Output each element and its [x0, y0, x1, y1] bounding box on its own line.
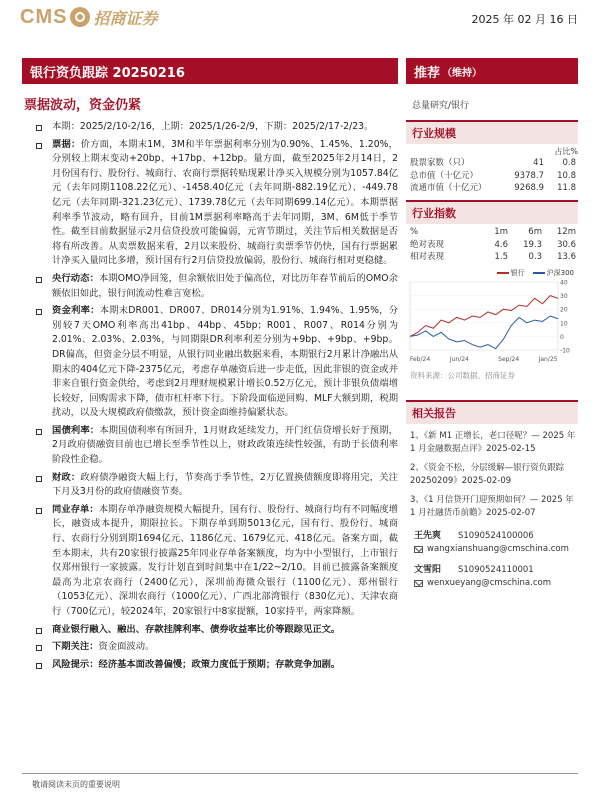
company-logo: [20, 2, 157, 32]
summary-bullets: [24, 120, 398, 675]
bullet-lead: 国债利率：: [52, 424, 100, 436]
report-type: 总量研究/银行: [412, 101, 470, 111]
scale-row: [406, 182, 578, 195]
related-report-link[interactable]: 1、《新 M1 正增长，老口径呢？— 2025 年 1 月金融数据点评》2025-02-15: [410, 431, 576, 454]
index-col-0: %: [410, 227, 419, 237]
footer-note: 敬请阅读末页的重要说明: [32, 780, 120, 789]
chart-series-line: [410, 295, 558, 336]
index-col-2: 6m: [528, 227, 542, 237]
index-col-1: 1m: [494, 227, 508, 237]
summary-bullet: [24, 471, 398, 500]
bullet-lead: 资金利率：: [52, 305, 100, 317]
chart-y-tick: 10: [560, 319, 568, 327]
summary-bullet: [24, 640, 398, 655]
logo-cn-text: 招商证券: [93, 8, 158, 28]
report-title: 银行资负跟踪 20250216: [30, 65, 185, 81]
index-chart-svg: [406, 278, 578, 364]
title-bar: [22, 58, 398, 84]
bullet-lead: 票据：: [52, 138, 81, 150]
report-date: 2025 年 02 月 16 日: [471, 13, 578, 26]
index-row-value: 13.6: [557, 252, 576, 262]
related-report-link[interactable]: 2、《资金不松，分层缓解—银行资负跟踪 20250209》2025-02-09: [410, 463, 565, 486]
scale-row-pct: 11.8: [557, 183, 576, 193]
chart-y-tick: 30: [560, 292, 568, 300]
scale-row: [406, 157, 578, 170]
legend-item-bank: [497, 268, 525, 278]
scale-row-pct: 0.8: [562, 158, 576, 168]
chart-y-tick: 20: [560, 306, 568, 314]
authors-section: [414, 530, 584, 598]
index-row-value: 0.3: [528, 252, 542, 262]
industry-scale-section: [406, 120, 578, 195]
author-entry: [414, 530, 584, 556]
rating-label: 推荐: [414, 65, 441, 81]
legend-item-hs300: [533, 268, 574, 278]
summary-bullet: [24, 120, 398, 135]
legend-label-hs300: 沪深300: [546, 268, 574, 277]
chart-legend: [406, 268, 578, 278]
scale-row-label: 流通市值（十亿元）: [410, 183, 487, 193]
scale-row-value: 41: [533, 158, 544, 168]
scale-unit-label: 占比%: [554, 147, 578, 156]
index-chart: [406, 268, 578, 368]
index-row: [406, 251, 578, 264]
bullet-lead: 下期关注：: [52, 641, 99, 653]
chart-x-tick: Jan/25: [538, 355, 558, 363]
chart-y-tick: -10: [560, 347, 570, 354]
logo-badge-icon: [70, 7, 90, 27]
summary-bullet: [24, 623, 398, 638]
chart-y-tick: 0: [560, 333, 564, 341]
report-subtitle: 票据波动，资金仍紧: [24, 98, 142, 113]
chart-x-tick: Jun/24: [449, 355, 469, 363]
summary-bullet: [24, 304, 398, 421]
chart-series-line: [410, 316, 558, 349]
bullet-lead: 财政：: [52, 471, 81, 483]
chart-y-tick: 40: [560, 279, 568, 286]
index-row-label: 绝对表现: [410, 239, 445, 250]
bullet-bold-text: 商业银行融入、融出、存款挂牌利率、债券收益率比价等跟踪见正文。: [52, 623, 341, 635]
author-name: 王先爽: [414, 531, 442, 541]
rating-bar: [406, 58, 578, 84]
author-name: 文雪阳: [414, 565, 442, 575]
index-row: [406, 239, 578, 252]
summary-bullet: [24, 272, 398, 301]
related-reports-section: [406, 400, 578, 520]
bullet-lead: 同业存单：: [52, 503, 99, 515]
chart-source: 资料来源：公司数据、招商证券: [410, 370, 515, 380]
bullet-text: 资金面波动。: [98, 641, 155, 653]
related-report-link[interactable]: 3、《1 月信贷开门迎预期如何？— 2025 年 1 月社融货币前瞻》2025-02-07: [410, 495, 574, 518]
author-email-row: [414, 543, 584, 556]
index-row-value: 30.6: [557, 239, 576, 250]
author-id: S1090524110001: [458, 565, 534, 575]
bullet-text: 本期国债利率有所回升，1月财政延续发力，开门红信贷增长好于预期，2月政府债融资目前也已增长至季节性以上，财政政策连续性较强，有助于长债利率阶段性企稳。: [52, 424, 398, 466]
mail-icon: [414, 546, 423, 553]
summary-bullet: [24, 138, 398, 269]
scale-row-value: 9378.7: [514, 170, 544, 181]
industry-scale-heading: 行业规模: [406, 120, 578, 144]
summary-bullet: [24, 503, 398, 620]
chart-x-tick: Sep/24: [498, 355, 520, 363]
chart-x-tick: Feb/24: [409, 355, 431, 363]
scale-row-pct: 10.8: [557, 170, 576, 181]
rating-sub: （维持）: [442, 67, 483, 79]
bullet-text: 本期存单净融资规模大幅提升，国有行、股份行、城商行均有不同幅度增长，融资成本提升，期限拉长。下期存单到期5013亿元，国有行、股份行、城商行、农商行分别到期1694亿元、1186亿元、1679亿元、418亿元。备案方面，截至本期末，共有20家银行披露25年同业存单备案额度，均为中小型银行，上市银行仅郑州银行一家披露。发行计划直到时间集中在1/22~2/10。目前已披露备案额度最高为北京农商行（2400亿元），深圳前海微众银行（1100亿元）、郑州银行（1053亿元）、深圳农商行（1000亿元）、广西北部湾银行（830亿元）、天津农商行（700亿元），较2024年，20家银行中8家提额，10家持平，两家降额。: [52, 503, 398, 617]
mail-icon: [414, 580, 423, 587]
footer-divider: [22, 773, 578, 774]
author-entry: [414, 564, 584, 590]
bullet-text: 政府债净融资大幅上行，节奏高于季节性，2万亿置换债额度即将用完，关注下月及3月份的政府债融资节奏。: [52, 471, 398, 498]
author-email-row: [414, 577, 584, 590]
industry-index-section: [406, 200, 578, 381]
scale-row-label: 总市值（十亿元）: [410, 170, 479, 181]
related-reports-heading: 相关报告: [406, 400, 578, 424]
bullet-bold-text: 风险提示：经济基本面改善偏慢；政策力度低于预期；存款竞争加剧。: [52, 658, 341, 670]
logo-cms-text: CMS: [20, 5, 68, 28]
legend-label-bank: 银行: [510, 268, 525, 277]
bullet-text: 本期OMO净回笼，但余额依旧处于偏高位，对比历年春节前后的OMO余额依旧如此，银行间流动性难言宽松。: [52, 272, 398, 299]
scale-row-label: 股票家数（只）: [410, 158, 470, 168]
author-row: [414, 564, 584, 577]
scale-row-value: 9268.9: [514, 183, 544, 193]
chart-frame: [410, 282, 558, 350]
bullet-text: 本期末DR001、DR007、DR014分别为1.91%、1.94%、1.95%，分别较7天OMO利率高出41bp、44bp、45bp；R001、R007、R014分别为2.01%、2.03%、2.03%，与同期限DR利率利差分别为+9bp、+9bp、+9bp。DR偏高，但资金分层不明显，从银行同业融出数据来看，本期银行2月累计净融出从期末的404亿元下降-2375亿元，考虑存单融资后进一步走低，因此非银的资金或并非来自银行资金供给，考虑到2月理财规模累计增长0.52万亿元，预计非银负债端增长较好，回购需求下降，债市杠杆率下行。下阶段面临逆回购、MLF大额到期，税期扰动，以及大规模政府债缴款，预计资金面维持偏紧状态。: [52, 305, 398, 419]
index-row-value: 19.3: [523, 239, 542, 250]
index-col-3: 12m: [556, 227, 576, 237]
bullet-text: 本期：2025/2/10-2/16，上期：2025/1/26-2/9，下期：2025/2/17-2/23。: [52, 121, 374, 132]
scale-row: [406, 170, 578, 183]
legend-swatch-bank: [497, 272, 509, 274]
index-header-row: [406, 226, 578, 239]
author-id: S1090524100006: [458, 531, 534, 541]
index-row-value: 1.5: [494, 252, 508, 262]
author-row: [414, 530, 584, 543]
legend-swatch-hs300: [533, 272, 545, 274]
author-email[interactable]: wangxianshuang@cmschina.com: [427, 544, 569, 554]
bullet-text: 价方面，本期末1M、3M和半年票据利率分别为0.90%、1.45%、1.20%，分别较上期末变动+20bp、+17bp、+12bp。量方面，截至2025年2月14日，2月份国有行、股份行、城商行、农商行票据转贴现累计净买入规模分别为1057.84亿元（去年同期1108.22亿元）、-1458.40亿元（去年同期-882.19亿元）、-449.78亿元（去年同期-321.23亿元）、1739.78亿元（去年同期699.14亿元）。本期票据利率季节波动，略有回升，目前1M票据利率略高于去年同期，3M、6M低于季节性。截至目前数据显示2月信贷投放可能偏弱，元宵节期过，关注节后相关数据是否将有所改善。从卖票数据来看，2月以来股份、城商行卖票季节仍快，国有行票据累计净买入量同比多增，预计国有行2月信贷投放偏弱，股份行、城商行相对更稳健。: [52, 138, 398, 267]
author-email[interactable]: wenxueyang@cmschina.com: [427, 578, 551, 588]
index-row-value: 4.6: [494, 239, 508, 250]
summary-bullet: [24, 658, 398, 673]
summary-bullet: [24, 424, 398, 468]
bullet-lead: 央行动态：: [52, 272, 99, 284]
index-row-label: 相对表现: [410, 252, 445, 262]
industry-index-heading: 行业指数: [406, 200, 578, 224]
